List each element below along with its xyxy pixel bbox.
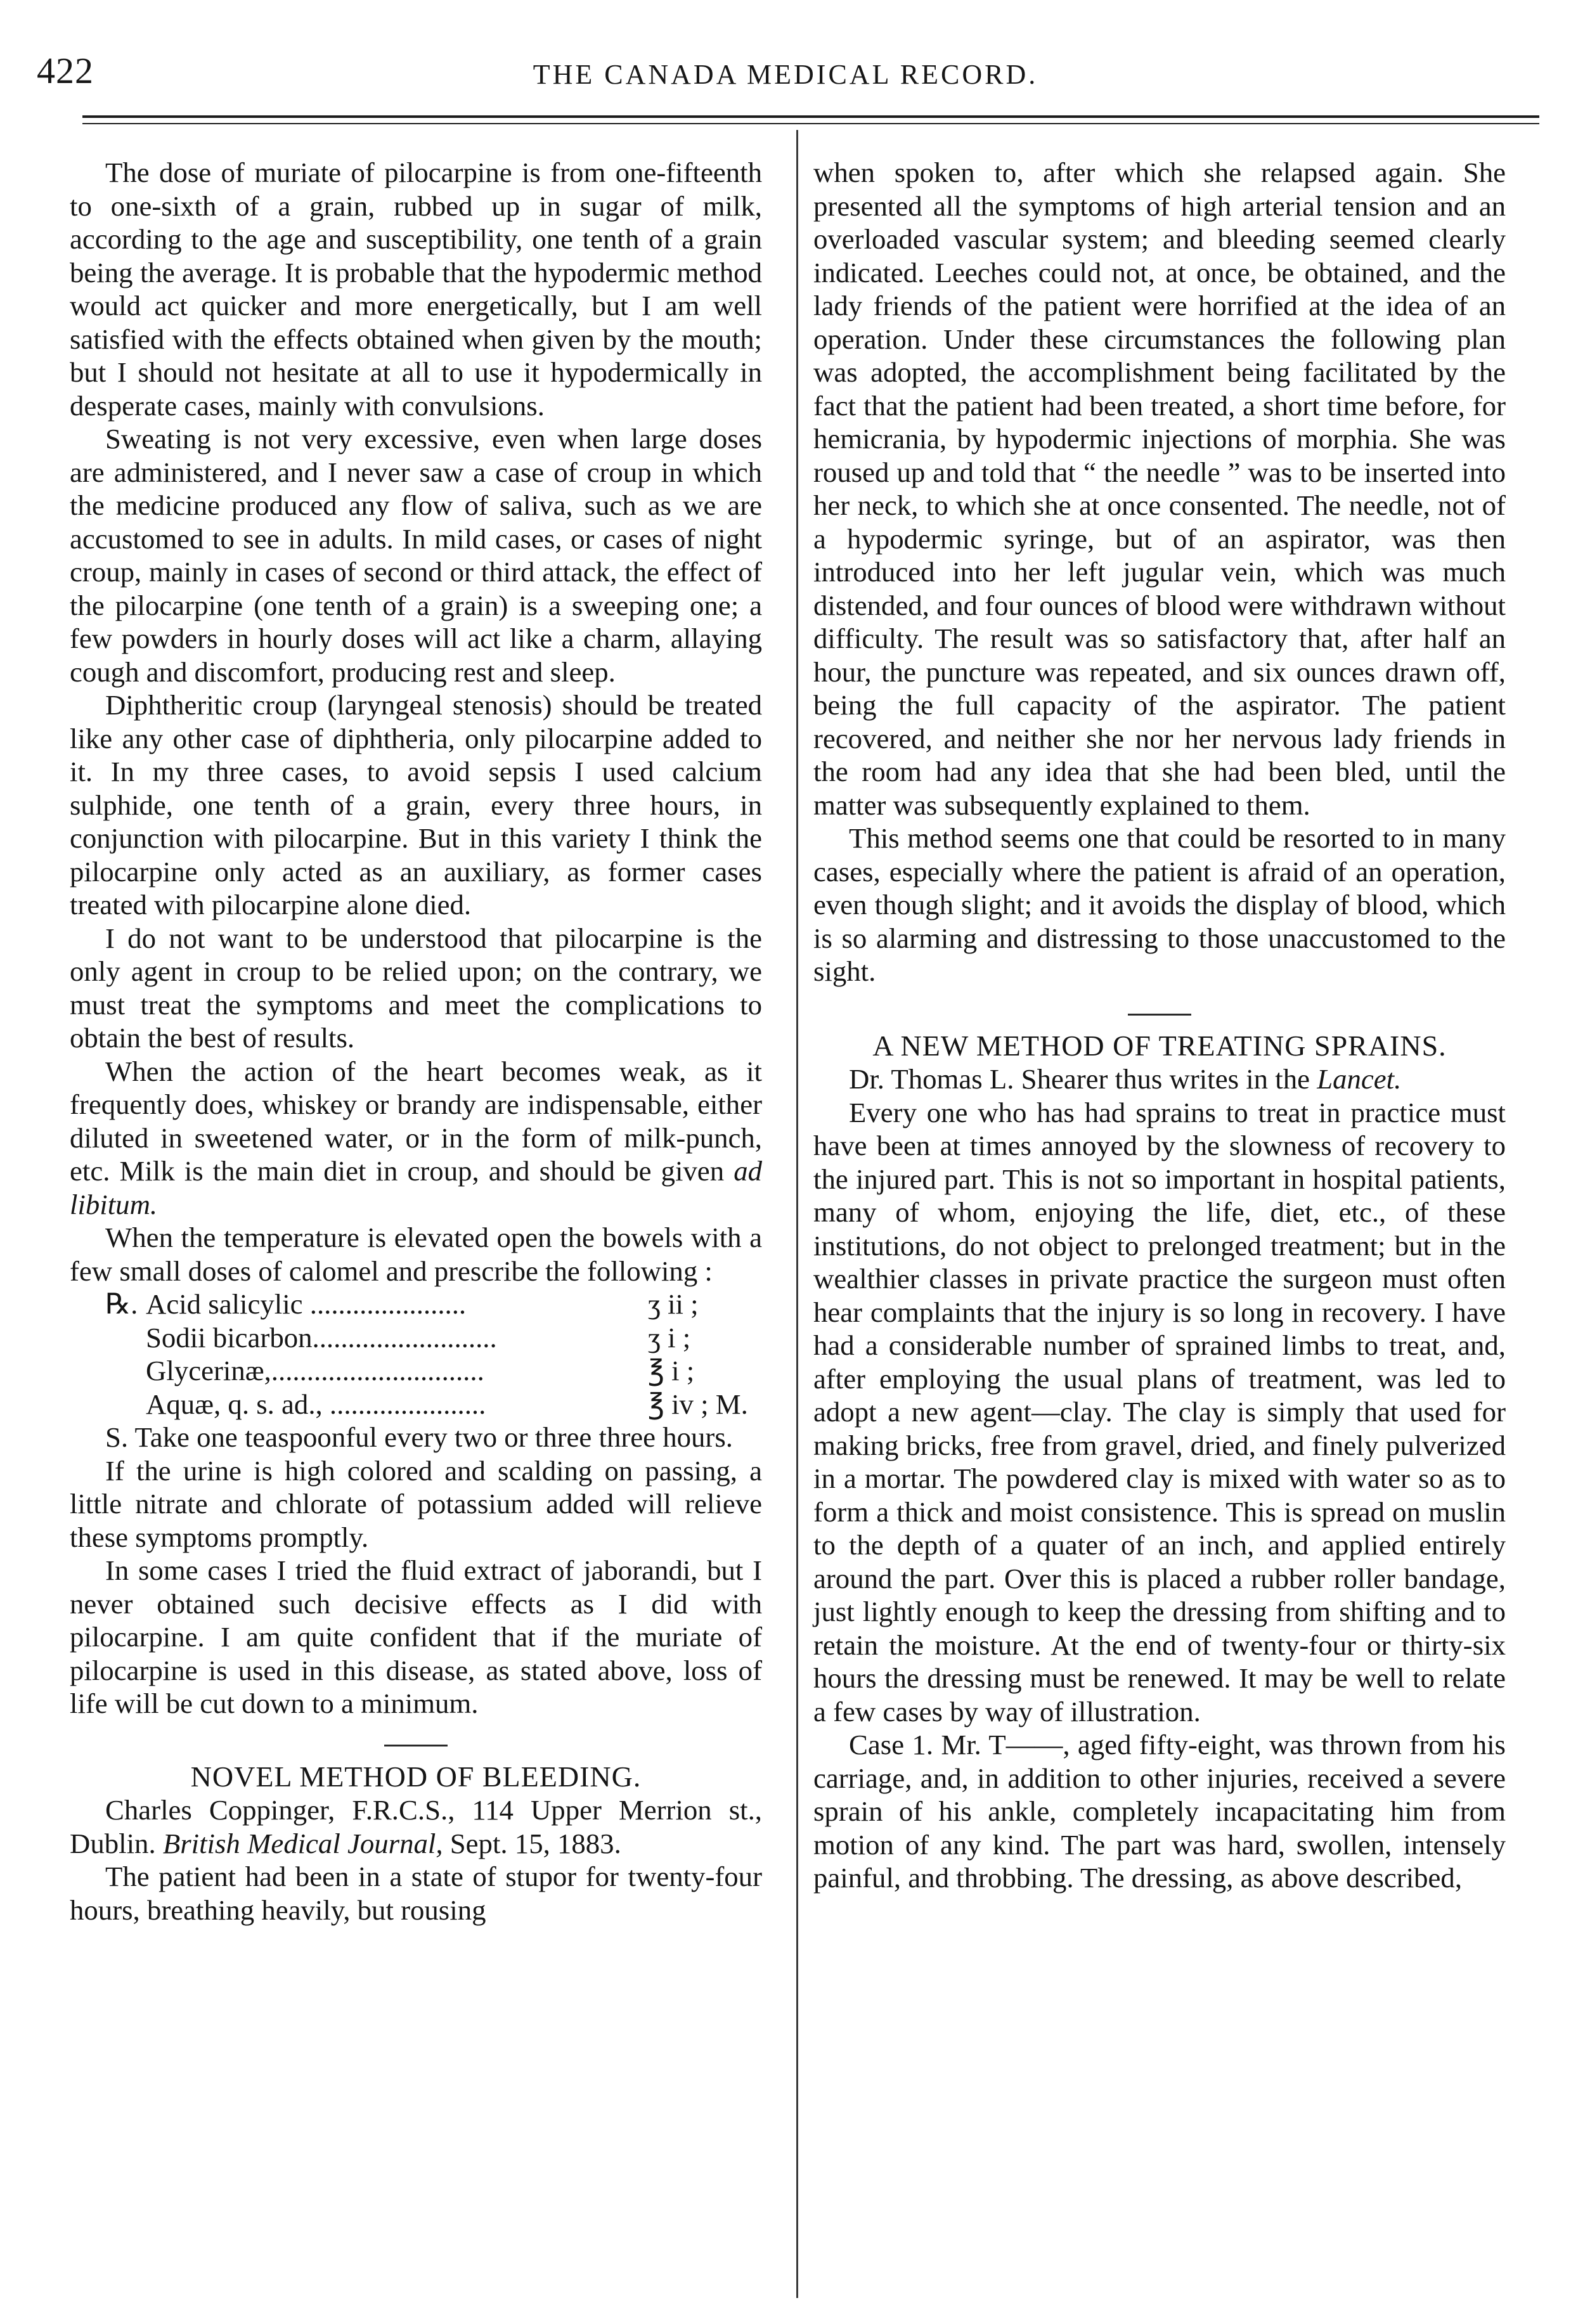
paragraph-urine: If the urine is high colored and scalding on passing, a little nitrate and chlorate of potassium added will relieve these symptoms promptly. xyxy=(70,1454,762,1553)
paragraph-temperature: When the temperature is elevated open the bowels with a few small doses of calomel and prescribe the following : xyxy=(70,1222,762,1287)
paragraph-heart xyxy=(70,1055,762,1222)
paragraph-signa: S. Take one teaspoonful every two or three three hours. xyxy=(105,1421,733,1453)
citation-journal: British Medical Journal, xyxy=(162,1827,443,1859)
prescription-line xyxy=(105,1321,762,1355)
intro-author: Dr. Thomas L. Shearer thus writes in the xyxy=(849,1063,1310,1095)
citation-bleeding xyxy=(70,1793,762,1860)
paragraph-heart-text: When the action of the heart becomes weak, as it frequently does, whiskey or brandy are indispensable, either diluted in sweetened water, or in the form of milk-punch, etc. Milk is the main diet in croup, and should be given xyxy=(70,1055,762,1187)
heading-novel-bleeding: NOVEL METHOD OF BLEEDING. xyxy=(190,1760,642,1793)
prescription-dose: ʒ i ; xyxy=(648,1321,691,1353)
prescription-dose: ℥ i ; xyxy=(648,1355,695,1386)
paragraph-case-one: Case 1. Mr. T——, aged fifty-eight, was thrown from his carriage, and, in addition to other injuries, received a severe sprain of his ankle, completely incapacitating him from motion of any kind. The part was hard, swollen, intensely painful, and throbbing. The dressing, as above described, xyxy=(813,1729,1506,1894)
paragraph-dose: The dose of muriate of pilocarpine is from one-fifteenth to one-sixth of a grain, rubbed up in sugar of milk, according to the age and susceptibility, one tenth of a grain being the average. It is probable that the hypodermic method would act quicker and more energetically, but I am well satisfied with the effects obtained when given by the mouth; but I should not hesitate at all to use it hypodermically in desperate cases, mainly with convulsions. xyxy=(70,157,762,422)
citation-author: Charles Coppinger, F.R.C.S., 114 Upper Merrion st., Dublin. xyxy=(70,1794,762,1859)
paragraph-jaborandi: In some cases I tried the fluid extract of jaborandi, but I never obtained such decisive effects as I did with pilocarpine. I am quite confident that if the muriate of pilocarpine is used in this disease, as stated above, loss of life will be cut down to a minimum. xyxy=(70,1554,762,1719)
column-divider xyxy=(796,130,798,2298)
prescription-ingredient: Acid salicylic ...................... xyxy=(146,1288,467,1320)
paragraph-patient-stupor: The patient had been in a state of stupor for twenty-four hours, breathing heavily, but rousing xyxy=(70,1861,762,1926)
prescription-dose: ℥ iv ; M. xyxy=(648,1388,748,1420)
prescription-line xyxy=(105,1388,762,1421)
paragraph-diphtheritic: Diphtheritic croup (laryngeal stenosis) should be treated like any other case of diphtheria, only pilocarpine added to it. In my three cases, to avoid sepsis I used calcium sulphide, one tenth of a grain, every three hours, in conjunction with pilocarpine. But in this variety I think the pilocarpine only acted as an auxiliary, as former cases treated with pilocarpine alone died. xyxy=(70,689,762,920)
running-head: THE CANADA MEDICAL RECORD. xyxy=(533,59,1038,90)
paragraph-method-resort: This method seems one that could be resorted to in many cases, especially where the patient is afraid of an operation, even though slight; and it avoids the display of blood, which is so alarming and distressing to those unaccustomed to the sight. xyxy=(813,822,1506,987)
paragraph-agent: I do not want to be understood that pilocarpine is the only agent in croup to be relied upon; on the contrary, we must treat the symptoms and meet the complications to obtain the best of results. xyxy=(70,922,762,1054)
prescription-ingredient: Glycerinæ,.............................. xyxy=(146,1355,484,1386)
heading-treating-sprains: A NEW METHOD OF TREATING SPRAINS. xyxy=(872,1029,1447,1062)
paragraph-sweating: Sweating is not very excessive, even when large doses are administered, and I never saw a case of croup in which the medicine produced any flow of saliva, such as we are accustomed to see in adults. In mild cases, or cases of night croup, mainly in cases of second or third attack, the effect of the pilocarpine (one tenth of a grain) is a sweeping one; a few powders in hourly doses will act like a charm, allaying cough and discomfort, producing rest and sleep. xyxy=(70,423,762,688)
prescription-block xyxy=(70,1288,762,1421)
paragraph-bleeding-case: when spoken to, after which she relapsed again. She presented all the symptoms of high arterial tension and an overloaded vascular system; and bleeding seemed clearly indicated. Leeches could not, at once, be obtained, and the lady friends of the patient were horrified at the idea of an operation. Under these circumstances the following plan was adopted, the accomplishment being facilitated by the fact that the patient had been treated, a short time before, for hemicrania, by hypodermic injections of morphia. She was roused up and told that “ the needle ” was to be inserted into her neck, to which she at once consented. The needle, not of a hypodermic syringe, but of an aspirator, was then introduced into her left jugular vein, which was much distended, and four ounces of blood were withdrawn without difficulty. The result was so satisfactory that, after half an hour, the puncture was repeated, and six ounces drawn off, being the full capacity of the aspirator. The patient recovered, and neither she nor her nervous lady friends in the room had any idea that she had been bled, until the matter was subsequently explained to them. xyxy=(813,157,1506,821)
left-column xyxy=(70,156,762,1927)
citation-date: Sept. 15, 1883. xyxy=(449,1827,621,1859)
prescription-ingredient: Aquæ, q. s. ad., ...................... xyxy=(146,1388,486,1420)
paragraph-heart-italic: ad libitum. xyxy=(70,1155,762,1220)
prescription-line xyxy=(105,1288,762,1321)
header-rule-thin xyxy=(82,123,1539,124)
intro-sprains xyxy=(813,1062,1506,1096)
recipe-symbol: ℞. xyxy=(105,1288,138,1320)
prescription-ingredient: Sodii bicarbon.......................... xyxy=(146,1321,497,1353)
prescription-dose: ʒ ii ; xyxy=(648,1288,699,1320)
header-rule-thick xyxy=(82,115,1539,118)
prescription-line xyxy=(105,1354,762,1388)
paragraph-sprains-clay: Every one who has had sprains to treat in practice must have been at times annoyed by the slowness of recovery to the injured part. This is not so important in hospital patients, many of whom, enjoying the life, diet, etc., of these institutions, do not object to prelonged treatment; but in the wealthier classes in private practice the surgeon must often hear complaints that the injury is so long in recovery. I have had a considerable number of sprained limbs to treat, and, after employing the usual plans of treatment, was led to adopt a new agent—clay. The clay is simply that used for making bricks, free from gravel, dried, and finely pulverized in a mortar. The powdered clay is mixed with water so as to form a thick and moist consistence. This is spread on muslin to the depth of a quater of an inch, and applied entirely around the part. Over this is placed a rubber roller bandage, just lightly enough to keep the dressing from shifting and to retain the moisture. At the end of twenty-four or thirty-six hours the dressing must be renewed. It may be well to relate a few cases by way of illustration. xyxy=(813,1096,1506,1727)
page-number: 422 xyxy=(37,50,94,91)
intro-journal: Lancet. xyxy=(1317,1063,1402,1095)
right-column xyxy=(813,156,1506,1895)
